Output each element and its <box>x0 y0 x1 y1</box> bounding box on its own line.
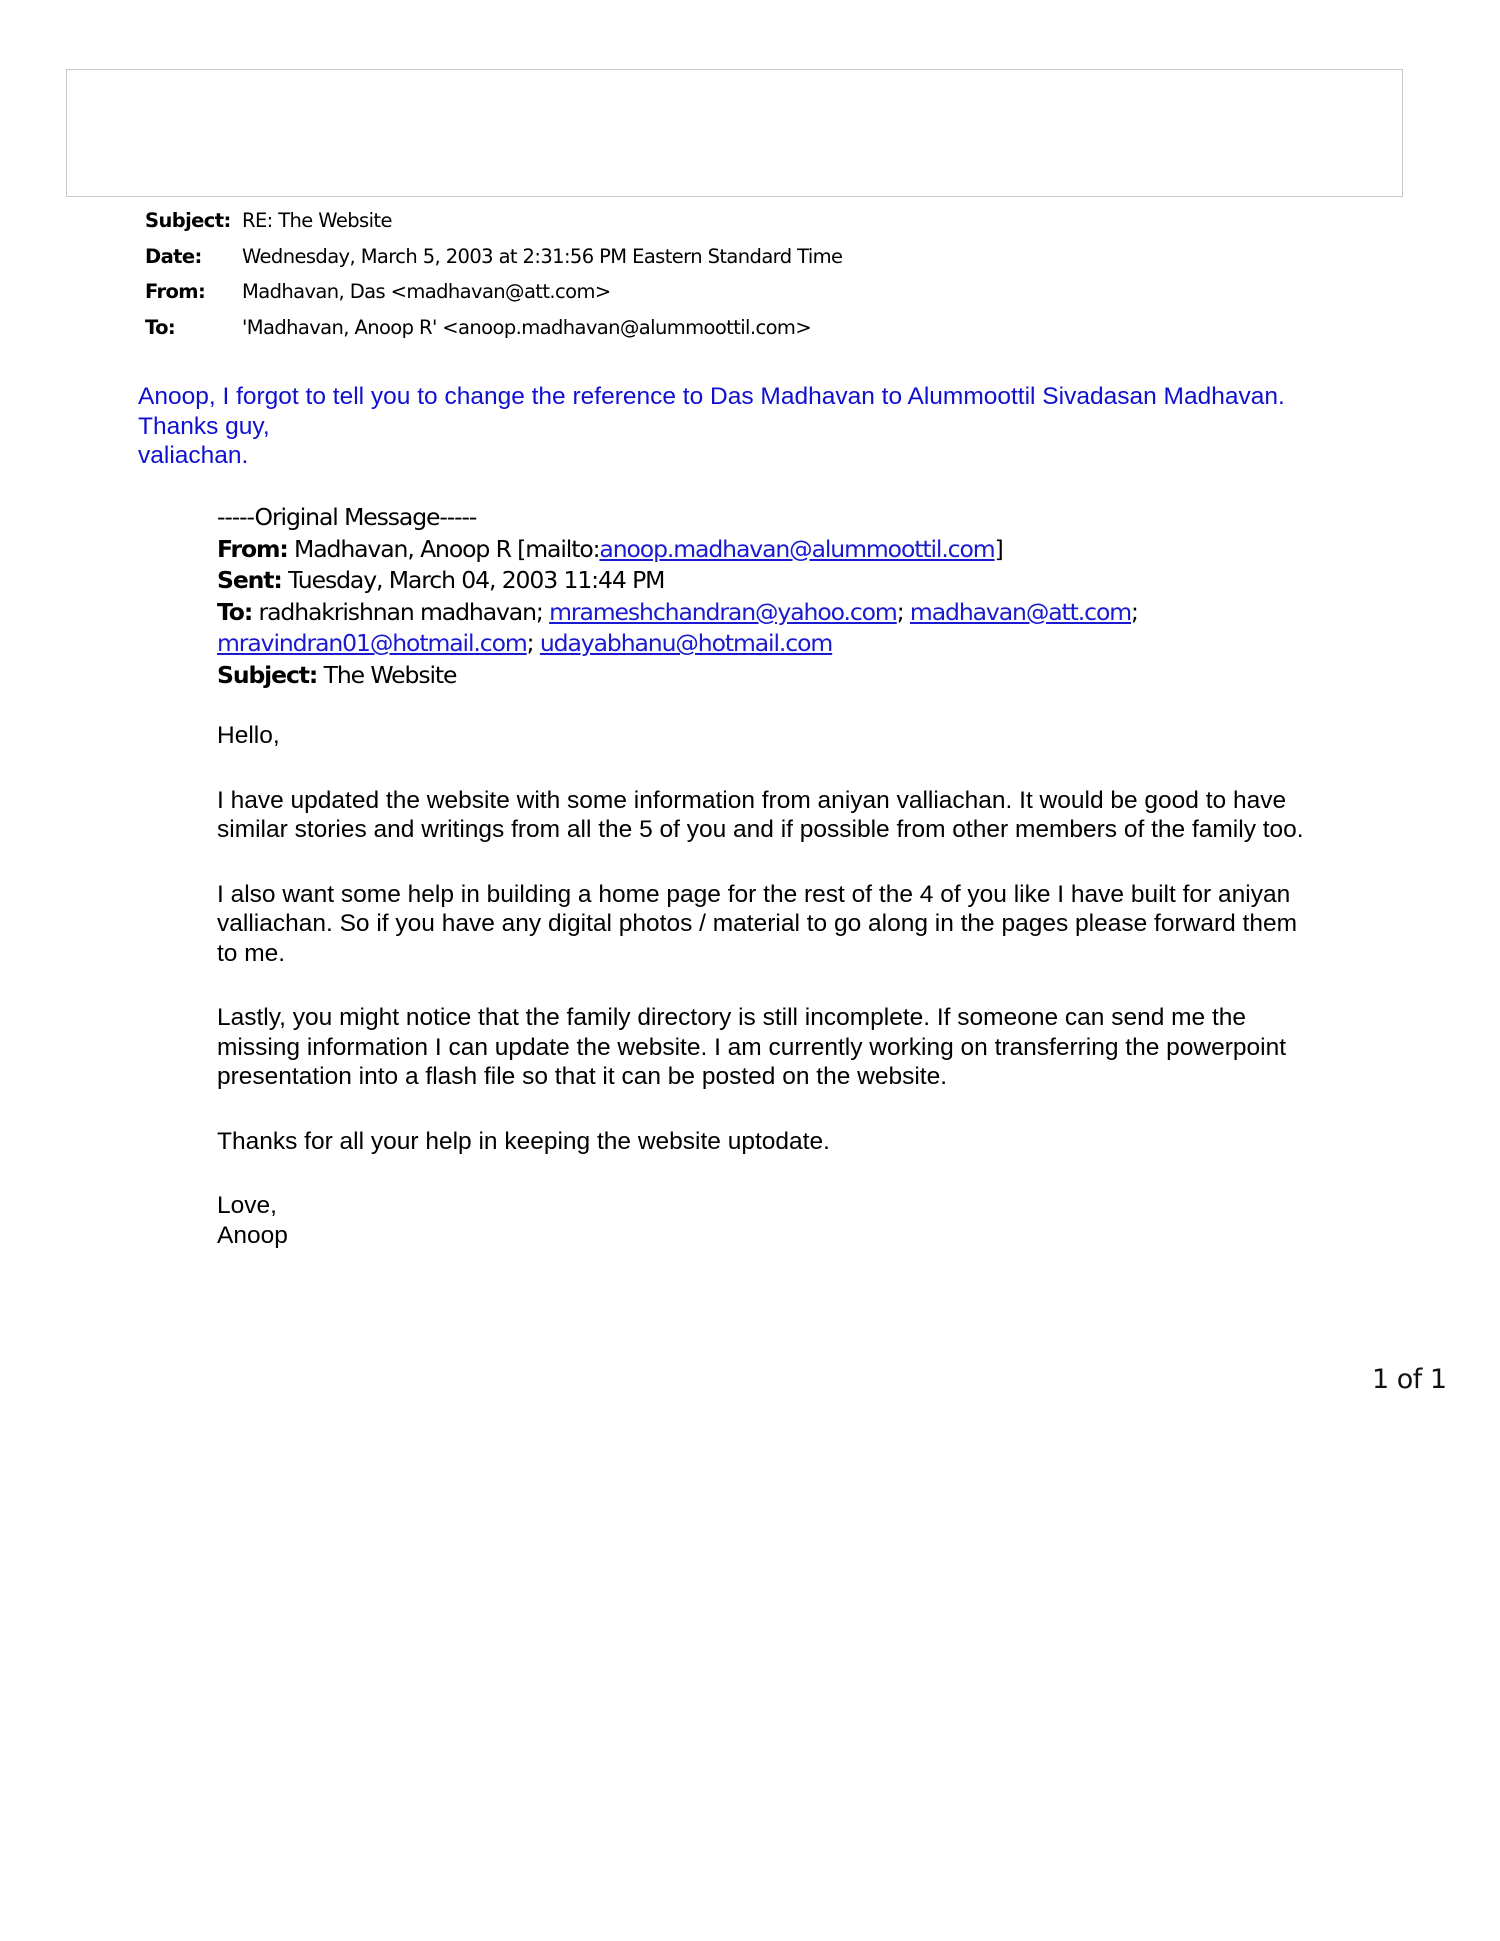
body-paragraph <box>217 1003 1377 1092</box>
recipient-link[interactable]: mrameshchandran@yahoo.com <box>549 597 897 626</box>
recipient-link[interactable]: mravindran01@hotmail.com <box>217 629 527 658</box>
original-from-label: From: <box>217 534 288 563</box>
email-header <box>145 206 842 348</box>
signature: Anoop <box>217 1221 288 1249</box>
body-line: I have updated the website with some information from aniyan valliachan. It would be good to have <box>217 786 1287 814</box>
original-from-email-link[interactable]: anoop.madhavan@alummoottil.com <box>599 534 995 563</box>
body-paragraph <box>217 786 1377 845</box>
to-value: 'Madhavan, Anoop R' <anoop.madhavan@alummoottil.com> <box>242 315 812 339</box>
original-to-row <box>217 597 1138 629</box>
original-subject-value: The Website <box>317 660 457 689</box>
to-label: To: <box>145 315 176 339</box>
original-from-name: Madhavan, Anoop R [mailto: <box>287 534 600 563</box>
recipient-link[interactable]: udayabhanu@hotmail.com <box>539 629 833 658</box>
original-to-name: radhakrishnan madhavan; <box>252 597 550 626</box>
body-paragraph <box>217 1127 1377 1157</box>
header-to-row <box>145 313 842 349</box>
original-sent-row <box>217 565 1138 597</box>
original-from-row <box>217 534 1138 566</box>
header-subject-row <box>145 206 842 242</box>
page-indicator: 1 of 1 <box>1372 1364 1447 1395</box>
separator: ; <box>896 597 910 626</box>
original-message-separator: -----Original Message----- <box>217 503 477 531</box>
body-line: similar stories and writings from all the 5 of you and if possible from other members of the family too. <box>217 816 1304 843</box>
body-line: Lastly, you might notice that the family directory is still incomplete. If someone can send me the <box>217 1004 1247 1031</box>
reply-line: Thanks guy, <box>138 412 270 440</box>
header-from-row <box>145 277 842 313</box>
body-line: missing information I can update the website. I am currently working on transferring the powerpoint <box>217 1033 1287 1061</box>
body-line: I also want some help in building a home page for the rest of the 4 of you like I have built for aniyan <box>217 880 1291 908</box>
email-body <box>217 721 1377 1285</box>
body-line: Thanks for all your help in keeping the website uptodate. <box>217 1127 830 1155</box>
date-label: Date: <box>145 244 202 268</box>
body-line: valliachan. So if you have any digital photos / material to go along in the pages please forward them <box>217 910 1298 937</box>
original-to-label: To: <box>217 597 253 626</box>
original-message-header <box>217 502 1138 692</box>
body-line: presentation into a flash file so that it can be posted on the website. <box>217 1063 948 1090</box>
header-placeholder-box <box>66 69 1403 197</box>
header-date-row <box>145 242 842 278</box>
greeting: Hello, <box>217 722 280 749</box>
original-sent-value: Tuesday, March 04, 2003 11:44 PM <box>281 566 665 595</box>
reply-line: Anoop, I forgot to tell you to change the reference to Das Madhavan to Alummoottil Sivadasan Madhavan. <box>138 383 1285 410</box>
recipient-link[interactable]: madhavan@att.com <box>909 597 1132 626</box>
from-label: From: <box>145 280 206 303</box>
signature-block <box>217 1191 1377 1250</box>
body-paragraph <box>217 880 1377 969</box>
reply-line: valiachan. <box>138 442 249 469</box>
date-value: Wednesday, March 5, 2003 at 2:31:56 PM Eastern Standard Time <box>242 244 843 268</box>
separator: ; <box>1131 597 1138 626</box>
reply-message <box>138 382 1285 471</box>
original-sent-label: Sent: <box>217 566 282 595</box>
original-from-close: ] <box>994 534 1003 563</box>
separator: ; <box>526 629 540 658</box>
subject-label: Subject: <box>145 209 231 232</box>
body-line: to me. <box>217 939 286 967</box>
original-subject-label: Subject: <box>217 660 318 689</box>
subject-value: RE: The Website <box>242 209 392 232</box>
original-to-row-continued <box>217 628 1138 660</box>
from-value: Madhavan, Das <madhavan@att.com> <box>242 280 611 303</box>
closing: Love, <box>217 1192 277 1219</box>
original-subject-row <box>217 660 1138 692</box>
